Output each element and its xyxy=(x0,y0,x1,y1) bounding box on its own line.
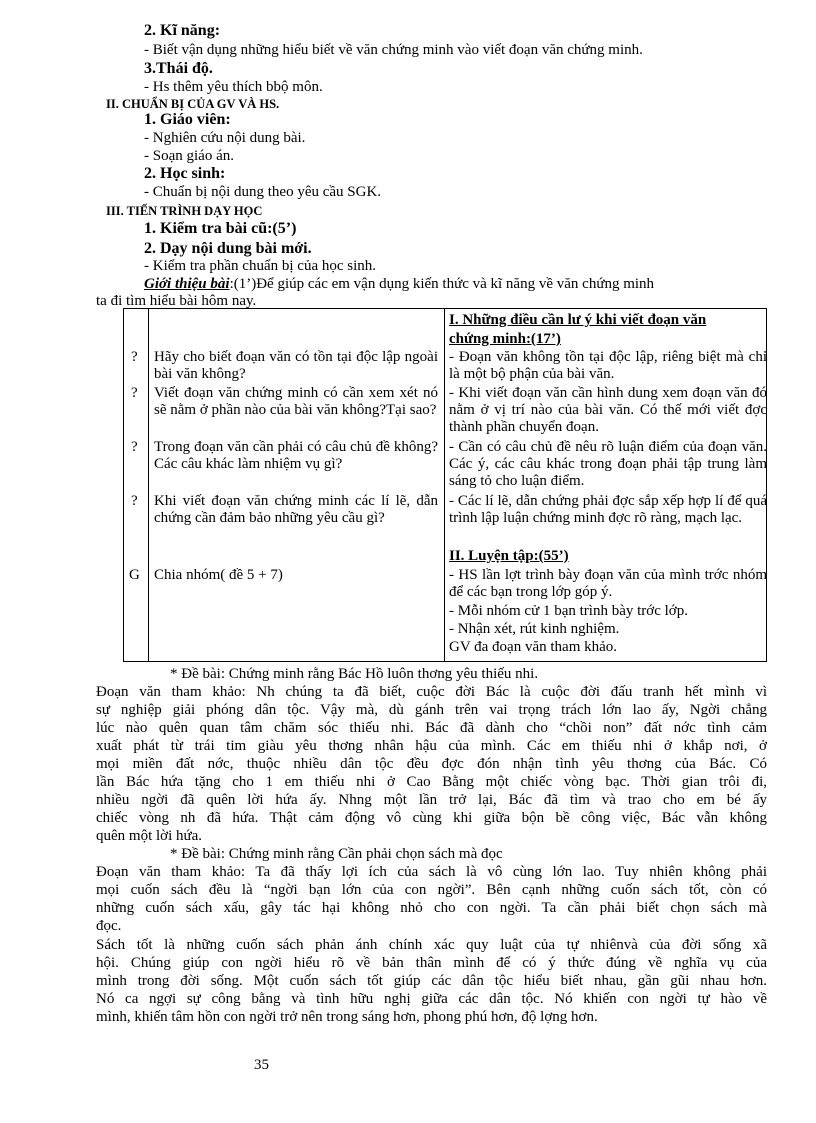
teacher-heading: 1. Giáo viên: xyxy=(144,111,231,128)
marker-column xyxy=(124,309,149,662)
intro-line xyxy=(144,276,654,293)
intro-label: Giới thiệu bài xyxy=(144,276,230,292)
question-text: Hãy cho biết đoạn văn có tồn tại độc lập ngoài bài văn không? xyxy=(154,349,438,382)
question-text: Khi viết đoạn văn chứng minh các lí lẽ, dẫn chứng cần đảm bảo những yêu cầu gì? xyxy=(154,493,438,526)
question-text: Chia nhóm( đề 5 + 7) xyxy=(154,567,283,583)
answer-item: - Đoạn văn không tồn tại độc lập, riêng biệt mà chỉ là một bộ phận của bài văn. xyxy=(449,349,767,382)
topic2-line: hội. Chúng giúp con ngời hiểu rõ về bản thân mình để có ý thức đúng về nghĩa vụ của xyxy=(96,955,767,971)
topic1-line: lần Bác hứa tặng cho 1 em thiếu nhi ở Cao Bằng một chiếc vòng bạc. Thời gian trôi đi, xyxy=(96,774,767,790)
answer-heading: I. Những điều cần lư ý khi viết đoạn văn xyxy=(449,312,707,328)
practice-item: - Nhận xét, rút kinh nghiệm. xyxy=(449,621,620,637)
topic1-line: chiếc vòng nh đã hứa. Thật cảm động vô cùng khi giữa bộn bề công việc, Bác vẫn không xyxy=(96,810,767,826)
intro-line-2: ta đi tìm hiểu bài hôm nay. xyxy=(96,293,257,309)
topic1-line: xuất phát từ trái tim giàu yêu thơng nhân hậu của mình. Các em thiếu nhi ở khắp nơi, ở xyxy=(96,738,767,754)
skills-heading: 2. Kĩ năng: xyxy=(144,22,221,39)
answer-item: - Các lí lẽ, dẫn chứng phải đợc sắp xếp hợp lí để quá trình lập luận chứng minh đợc rõ ràng, mạch lạc. xyxy=(449,493,767,526)
lesson-table xyxy=(123,308,767,662)
question-column xyxy=(149,309,445,662)
topic1-line: lúc nào quên quan tâm chăm sóc thiếu nhi. Bác đã dành cho “chồi non” đất nớc tình cảm xyxy=(96,720,767,736)
topic2-title: * Đề bài: Chứng minh rằng Cần phải chọn sách mà đọc xyxy=(170,846,503,862)
answer-column xyxy=(445,309,767,662)
teacher-item: - Nghiên cứu nội dung bài. xyxy=(144,130,306,146)
section3-heading: III. TIẾN TRÌNH DẠY HỌC xyxy=(106,204,263,218)
topic2-line: mọi cuốn sách đều là “ngời bạn lớn của con ngời”. Bên cạnh những cuốn sách tốt, còn có xyxy=(96,882,767,898)
topic2-line: mình trong đời sống. Một cuốn sách tốt giúp các dân tộc hiểu biết nhau, gần gũi nhau hơn. xyxy=(96,973,767,989)
answer-heading-2: chứng minh:(17’) xyxy=(449,331,561,347)
row-marker: G xyxy=(129,567,140,583)
topic1-line: Đoạn văn tham khảo: Nh chúng ta đã biết, cuộc đời Bác là cuộc đời đấu tranh hết mình vì xyxy=(96,684,767,700)
check-heading: 1. Kiểm tra bài cũ:(5’) xyxy=(144,220,297,237)
topic2-line: đọc. xyxy=(96,918,122,934)
topic1-title: * Đề bài: Chứng minh rằng Bác Hồ luôn thơng yêu thiếu nhi. xyxy=(170,666,539,682)
answer-item: - Khi viết đoạn văn cần hình dung xem đoạn văn đó nằm ở vị trí nào của bài văn. Có thế mới viết đợc thành phần chuyển đoạn. xyxy=(449,385,767,435)
topic2-line: Sách tốt là những cuốn sách phản ánh chính xác quy luật của tự nhiênvà của đời sống xã xyxy=(96,937,767,953)
attitude-heading: 3.Thái độ. xyxy=(144,60,213,77)
check-line: - Kiểm tra phần chuẩn bị của học sinh. xyxy=(144,258,377,274)
topic1-line: sự nghiệp giải phóng dân tộc. Vậy mà, dù gánh trên vai trọng trách lớn lao ấy, Ngời chẳng xyxy=(96,702,767,718)
skills-line: - Biết vận dụng những hiểu biết về văn chứng minh vào viết đoạn văn chứng minh. xyxy=(144,42,643,58)
question-text: Viết đoạn văn chứng minh có cần xem xét nó sẽ nằm ở phần nào của bài văn không?Tại sao? xyxy=(154,385,438,418)
question-text: Trong đoạn văn cần phải có câu chủ đề không? Các câu khác làm nhiệm vụ gì? xyxy=(154,439,438,472)
teacher-item: - Soạn giáo án. xyxy=(144,148,234,164)
topic2-line: Đoạn văn tham khảo: Ta đã thấy lợi ích của sách là vô cùng lớn lao. Tuy nhiên không phải xyxy=(96,864,767,880)
row-marker: ? xyxy=(131,493,138,509)
topic1-line: quên một lời hứa. xyxy=(96,828,203,844)
topic2-line: những cuốn sách xấu, gây tác hại không nhỏ cho con ngời. Ta cần phải biết chọn sách mà xyxy=(96,900,767,916)
topic1-line: nhiều ngời đã quên lời hứa ấy. Nhng một lần trở lại, Bác đã tìm và trao cho em bé ấy xyxy=(96,792,767,808)
practice-item: - Mỗi nhóm cử 1 bạn trình bày trớc lớp. xyxy=(449,603,688,619)
attitude-line: - Hs thêm yêu thích bbộ môn. xyxy=(144,79,323,95)
teach-heading: 2. Dạy nội dung bài mới. xyxy=(144,240,312,257)
student-item: - Chuẩn bị nội dung theo yêu cầu SGK. xyxy=(144,184,382,200)
row-marker: ? xyxy=(131,349,138,365)
answer-item: - Cần có câu chủ đề nêu rõ luận điểm của đoạn văn. Các ý, các câu khác trong đoạn phải tập trung làm sáng tỏ cho luận điểm. xyxy=(449,439,767,489)
practice-heading: II. Luyện tập:(55’) xyxy=(449,548,569,564)
topic2-line: Nó ca ngợi sự công bằng và tình hữu nghị giữa các dân tộc. Nó khiến con ngời tự hào về xyxy=(96,991,767,1007)
intro-text: :(1’)Để giúp các em vận dụng kiến thức và kĩ năng về văn chứng minh xyxy=(229,276,655,292)
page-number: 35 xyxy=(254,1057,269,1073)
student-heading: 2. Học sinh: xyxy=(144,165,226,182)
practice-item: GV đa đoạn văn tham khảo. xyxy=(449,639,618,655)
practice-item: - HS lần lợt trình bày đoạn văn của mình trớc nhóm để các bạn trong lớp góp ý. xyxy=(449,567,767,600)
row-marker: ? xyxy=(131,385,138,401)
section2-heading: II. CHUẨN BỊ CỦA GV VÀ HS. xyxy=(106,97,280,111)
row-marker: ? xyxy=(131,439,138,455)
topic1-line: mọi miền đất nớc, thuộc nhiều dân tộc đều đợc đón nhận tình yêu thơng của Bác. Có xyxy=(96,756,767,772)
topic2-line: mình, khiến tâm hồn con ngời trở nên trong sáng hơn, phong phú hơn, độ lợng hơn. xyxy=(96,1009,598,1025)
